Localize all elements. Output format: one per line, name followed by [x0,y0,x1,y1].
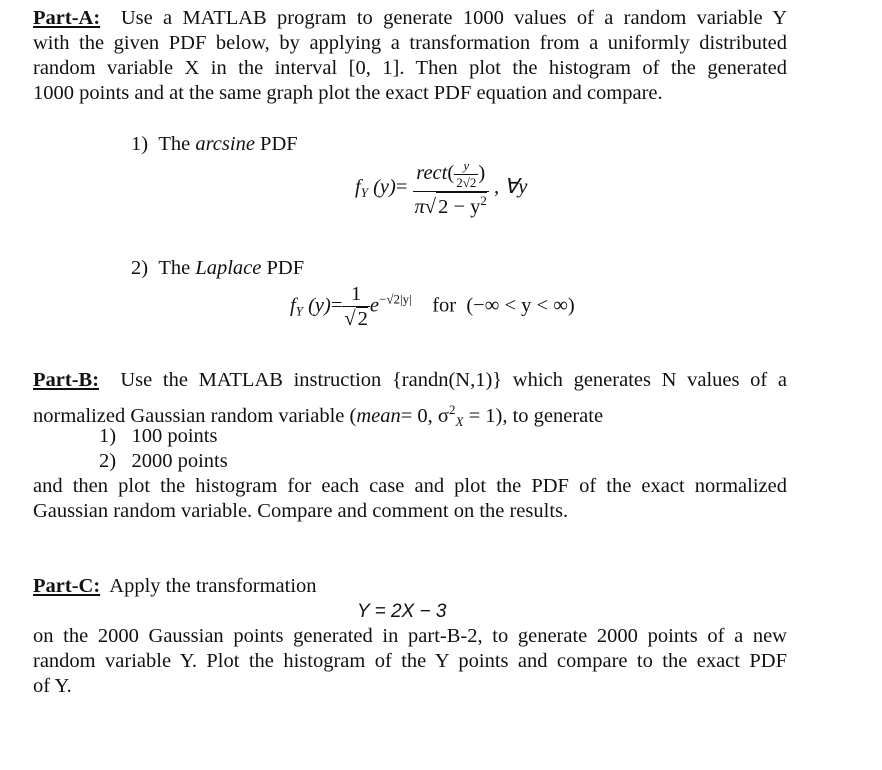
part-a-line-4: 1000 points and at the same graph plot the exact PDF equation and compare. [33,82,663,104]
part-a-item-1 [131,132,298,157]
item-text: 100 points [131,425,218,447]
part-a-line-3: random variable X in the interval [0, 1]. Then plot the histogram of the generated [33,57,787,79]
part-c-equation: Y = 2X − 3 [357,601,447,622]
eq1-root-text: 2 − y [438,196,481,218]
part-a-text-1: Use a MATLAB program to generate 1000 values of a random variable Y [120,7,787,29]
part-c-paragraph [33,624,787,699]
item-text: 2000 points [131,450,228,472]
part-c-line-3: of Y. [33,675,72,697]
eq2-lhs: f [290,294,296,317]
eq1-numerator: rect( $\frac{y}{2√2}$ ) [416,158,486,190]
eq1-inner-fraction [454,158,478,191]
eq2-exponent: −√2|y| [379,291,412,307]
laplace-equation [290,283,575,331]
part-a-line-2: with the given PDF below, by applying a transformation from a uniformly distributed [33,32,787,54]
eq1-denominator: $\pi√2 - y^2$ [414,193,487,218]
part-c-intro-text: Apply the transformation [109,575,317,597]
item-post: PDF [260,133,298,155]
item-number: 2) [131,257,149,279]
item-number: 1) [131,133,149,155]
eq1-lhs-arg: (y) [373,176,396,199]
eq1-inner-num: y [463,158,470,173]
part-b-sigma-sup: 2 [448,402,456,417]
part-a-paragraph [33,6,787,106]
part-b-line-1 [33,366,787,395]
eq1-inner-den: 2√2 [456,175,477,190]
part-b-sigma-sub: X [455,414,464,429]
part-b-line2-pre: normalized Gaussian random variable ( [33,405,357,427]
part-b-item-1 [99,424,217,449]
eq2-root: 2 [357,308,368,330]
part-c-heading: Part-C: [33,575,101,597]
part-b-heading: Part-B: [33,369,100,391]
eq2-lhs-arg: (y) [308,294,331,317]
part-a-item-2 [131,256,304,281]
part-c-line-2: random variable Y. Plot the histogram of the Y points and compare to the exact PDF [33,650,787,672]
eq1-equals: = [395,176,408,199]
part-b-text-1: Use the MATLAB instruction {randn(N,1)} which generates N values of a [120,369,787,391]
part-b-after-paragraph [33,474,787,524]
part-a-line-1 [33,6,787,31]
item-pre: The [158,257,191,279]
item-number: 1) [99,425,117,447]
part-b-item-2 [99,449,228,474]
eq1-rect: rect [416,162,448,185]
eq2-fraction [342,283,370,331]
part-b-mean: mean [356,405,401,427]
part-b-after-line-1: and then plot the histogram for each case and plot the PDF of the exact normalized [33,475,787,497]
eq2-lhs-sub: Y [295,303,303,319]
eq1-fraction [413,158,489,219]
eq2-equals: = [330,294,343,317]
eq2-base: e [369,294,380,317]
item-pre: The [158,133,191,155]
eq2-for: for [432,294,457,317]
eq1-lhs-sub: Y [360,185,368,201]
part-a-heading: Part-A: [33,7,101,29]
part-b-sigma: = 0, σ [400,405,449,427]
eq2-denominator: √2 [344,308,368,330]
eq1-lhs: f [355,176,361,199]
eq1-pi: π [414,196,425,218]
item-name: arcsine [195,133,255,155]
eq2-numerator: 1 [351,283,362,305]
eq2-condition: (−∞ < y < ∞) [466,294,575,317]
part-c-intro [33,574,317,599]
part-c-line-1: on the 2000 Gaussian points generated in part-B-2, to generate 2000 points of a new [33,625,787,647]
part-b-line2-post: = 1), to generate [463,405,604,427]
item-post: PDF [266,257,305,279]
eq1-root [436,192,487,219]
eq1-root-exp: 2 [480,193,487,208]
part-b-after-line-2: Gaussian random variable. Compare and comment on the results. [33,500,569,522]
arcsine-equation [355,158,527,219]
item-name: Laplace [195,257,262,279]
item-number: 2) [99,450,117,472]
eq1-tail: , ∀y [494,176,528,199]
